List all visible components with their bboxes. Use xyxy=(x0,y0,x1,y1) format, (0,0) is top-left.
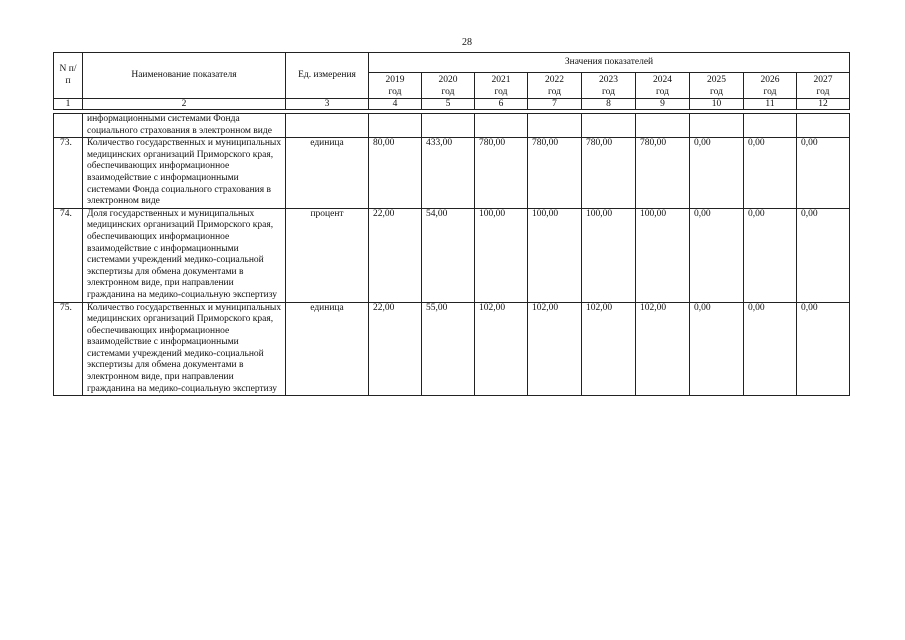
indicator-name: информационными системами Фонда социального страхования в электронном виде xyxy=(83,114,286,138)
column-number-7: 8 xyxy=(582,99,636,110)
header-year-label: 2024 xyxy=(653,74,672,85)
header-year-unit: год xyxy=(494,86,508,97)
header-year-label: 2026 xyxy=(760,74,780,85)
header-year-unit: год xyxy=(602,86,615,97)
column-number-6: 7 xyxy=(528,99,582,110)
value-cell: 780,00 xyxy=(475,138,528,209)
header-unit: Ед. измерения xyxy=(286,53,369,99)
value-cell: 0,00 xyxy=(744,138,797,209)
value-cell: 102,00 xyxy=(528,302,582,396)
header-year-label: 2025 xyxy=(707,74,726,85)
indicators-table-container xyxy=(53,52,849,396)
value-cell: 22,00 xyxy=(369,208,422,302)
value-cell: 0,00 xyxy=(797,208,850,302)
header-year-2 xyxy=(475,73,528,99)
header-year-label: 2019 xyxy=(385,74,405,85)
header-year-label: 2020 xyxy=(438,74,458,85)
measure-unit xyxy=(286,114,369,138)
value-cell: 102,00 xyxy=(636,302,690,396)
value-cell: 780,00 xyxy=(582,138,636,209)
header-values-title: Значения показателей xyxy=(369,53,850,73)
row-number: 75. xyxy=(54,302,83,396)
value-cell: 0,00 xyxy=(690,138,744,209)
value-cell xyxy=(528,114,582,138)
value-cell: 102,00 xyxy=(475,302,528,396)
value-cell xyxy=(636,114,690,138)
row-number xyxy=(54,114,83,138)
header-n: N п/п xyxy=(54,53,83,99)
column-number-1: 2 xyxy=(83,99,286,110)
header-year-4 xyxy=(582,73,636,99)
value-cell: 100,00 xyxy=(528,208,582,302)
value-cell xyxy=(582,114,636,138)
column-number-0: 1 xyxy=(54,99,83,110)
table-body xyxy=(54,110,850,396)
measure-unit: единица xyxy=(286,138,369,209)
header-year-unit: год xyxy=(441,86,455,97)
value-cell xyxy=(690,114,744,138)
value-cell: 100,00 xyxy=(582,208,636,302)
header-year-8 xyxy=(797,73,850,99)
value-cell: 80,00 xyxy=(369,138,422,209)
header-year-7 xyxy=(744,73,797,99)
column-number-10: 11 xyxy=(744,99,797,110)
table-row xyxy=(54,208,850,302)
value-cell: 0,00 xyxy=(690,208,744,302)
measure-unit: процент xyxy=(286,208,369,302)
header-year-0 xyxy=(369,73,422,99)
header-year-label: 2023 xyxy=(599,74,618,85)
measure-unit: единица xyxy=(286,302,369,396)
value-cell xyxy=(475,114,528,138)
column-number-4: 5 xyxy=(422,99,475,110)
header-year-3 xyxy=(528,73,582,99)
header-year-unit: год xyxy=(388,86,402,97)
value-cell: 780,00 xyxy=(636,138,690,209)
value-cell: 0,00 xyxy=(744,208,797,302)
column-number-11: 12 xyxy=(797,99,850,110)
value-cell xyxy=(369,114,422,138)
table-header xyxy=(54,53,850,110)
header-year-label: 2021 xyxy=(491,74,511,85)
value-cell xyxy=(422,114,475,138)
header-year-unit: год xyxy=(763,86,777,97)
table-row xyxy=(54,302,850,396)
column-number-9: 10 xyxy=(690,99,744,110)
value-cell: 0,00 xyxy=(797,302,850,396)
header-year-unit: год xyxy=(548,86,561,97)
header-year-5 xyxy=(636,73,690,99)
header-year-unit: год xyxy=(816,86,830,97)
column-number-8: 9 xyxy=(636,99,690,110)
value-cell: 102,00 xyxy=(582,302,636,396)
header-year-unit: год xyxy=(710,86,723,97)
indicator-name: Доля государственных и муниципальных медицинских организаций Приморского края, обеспечивающих информационное взаимодействие с информационными системами учреждений медико-социальной экспертизы для обмена документами в электронном виде, при направлении гражданина на медико-социальную экспертизу xyxy=(83,208,286,302)
value-cell: 100,00 xyxy=(636,208,690,302)
header-year-label: 2027 xyxy=(813,74,833,85)
header-name: Наименование показателя xyxy=(83,53,286,99)
table-row xyxy=(54,138,850,209)
value-cell: 55,00 xyxy=(422,302,475,396)
row-number: 74. xyxy=(54,208,83,302)
header-year-6 xyxy=(690,73,744,99)
column-number-2: 3 xyxy=(286,99,369,110)
value-cell: 0,00 xyxy=(690,302,744,396)
column-number-5: 6 xyxy=(475,99,528,110)
header-year-unit: год xyxy=(656,86,669,97)
page-number: 28 xyxy=(462,37,472,48)
header-year-label: 2022 xyxy=(545,74,564,85)
value-cell: 22,00 xyxy=(369,302,422,396)
value-cell xyxy=(797,114,850,138)
indicator-name: Количество государственных и муниципальных медицинских организаций Приморского края, обеспечивающих информационное взаимодействие с информационными системами учреждений медико-социальной экспертизы для обмена документами в электронном виде, при направлении гражданина на медико-социальную экспертизу xyxy=(83,302,286,396)
table-row xyxy=(54,114,850,138)
value-cell xyxy=(744,114,797,138)
indicators-table xyxy=(53,52,850,396)
value-cell: 0,00 xyxy=(744,302,797,396)
column-number-3: 4 xyxy=(369,99,422,110)
value-cell: 780,00 xyxy=(528,138,582,209)
value-cell: 433,00 xyxy=(422,138,475,209)
value-cell: 0,00 xyxy=(797,138,850,209)
value-cell: 100,00 xyxy=(475,208,528,302)
header-year-1 xyxy=(422,73,475,99)
value-cell: 54,00 xyxy=(422,208,475,302)
row-number: 73. xyxy=(54,138,83,209)
indicator-name: Количество государственных и муниципальных медицинских организаций Приморского края, обеспечивающих информационное взаимодействие с информационными системами Фонда социального страхования в электронном виде xyxy=(83,138,286,209)
